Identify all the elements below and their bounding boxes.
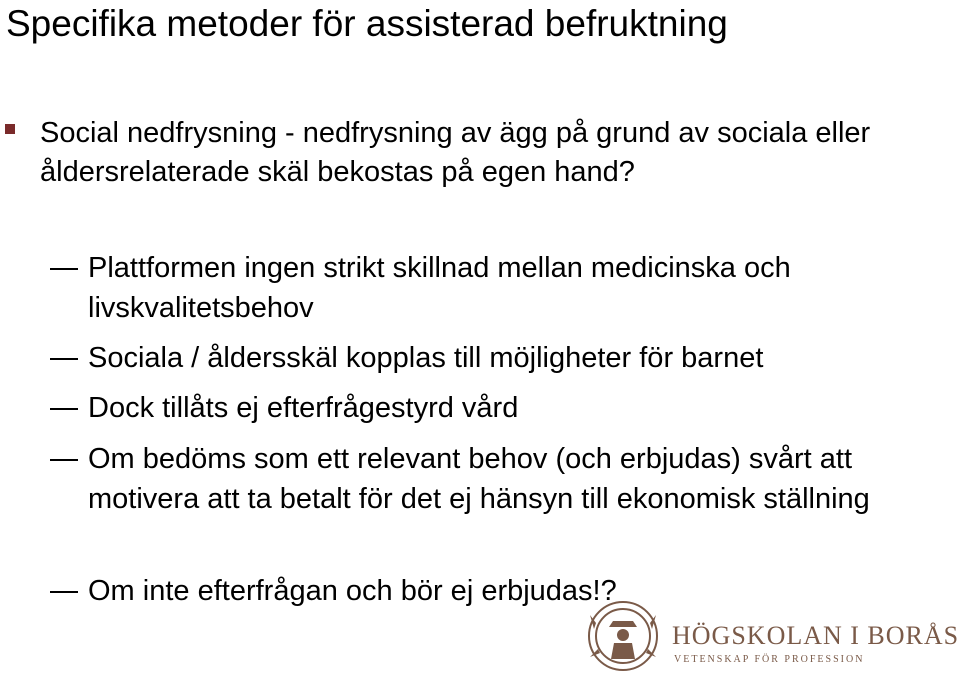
dash-bullet-icon: [50, 591, 78, 593]
square-bullet-icon: [5, 124, 15, 134]
dash-bullet-icon: [50, 268, 78, 270]
main-bullet-text: Social nedfrysning - nedfrysning av ägg på grund av sociala eller åldersrelaterade skäl bekostas på egen hand?: [40, 117, 871, 188]
subitem-2: Sociala / åldersskäl kopplas till möjligheter för barnet: [88, 342, 764, 374]
subitem-5: Om inte efterfrågan och bör ej erbjudas!?: [88, 575, 617, 607]
dash-bullet-icon: [50, 459, 78, 461]
crest-icon: [584, 593, 662, 679]
dash-bullet-icon: [50, 408, 78, 410]
subitem-1: Plattformen ingen strikt skillnad mellan medicinska och livskvalitetsbehov: [88, 252, 791, 324]
university-logo: [584, 593, 959, 679]
dash-bullet-icon: [50, 358, 78, 360]
subitem-3: Dock tillåts ej efterfrågestyrd vård: [88, 392, 519, 424]
logo-name: HÖGSKOLAN I BORÅS: [672, 621, 959, 650]
logo-tagline: VETENSKAP FÖR PROFESSION: [674, 654, 865, 665]
subitem-4: Om bedöms som ett relevant behov (och erbjudas) svårt att motivera att ta betalt för det ej hänsyn till ekonomisk ställning: [88, 443, 870, 515]
slide-title: Specifika metoder för assisterad befruktning: [6, 3, 728, 44]
